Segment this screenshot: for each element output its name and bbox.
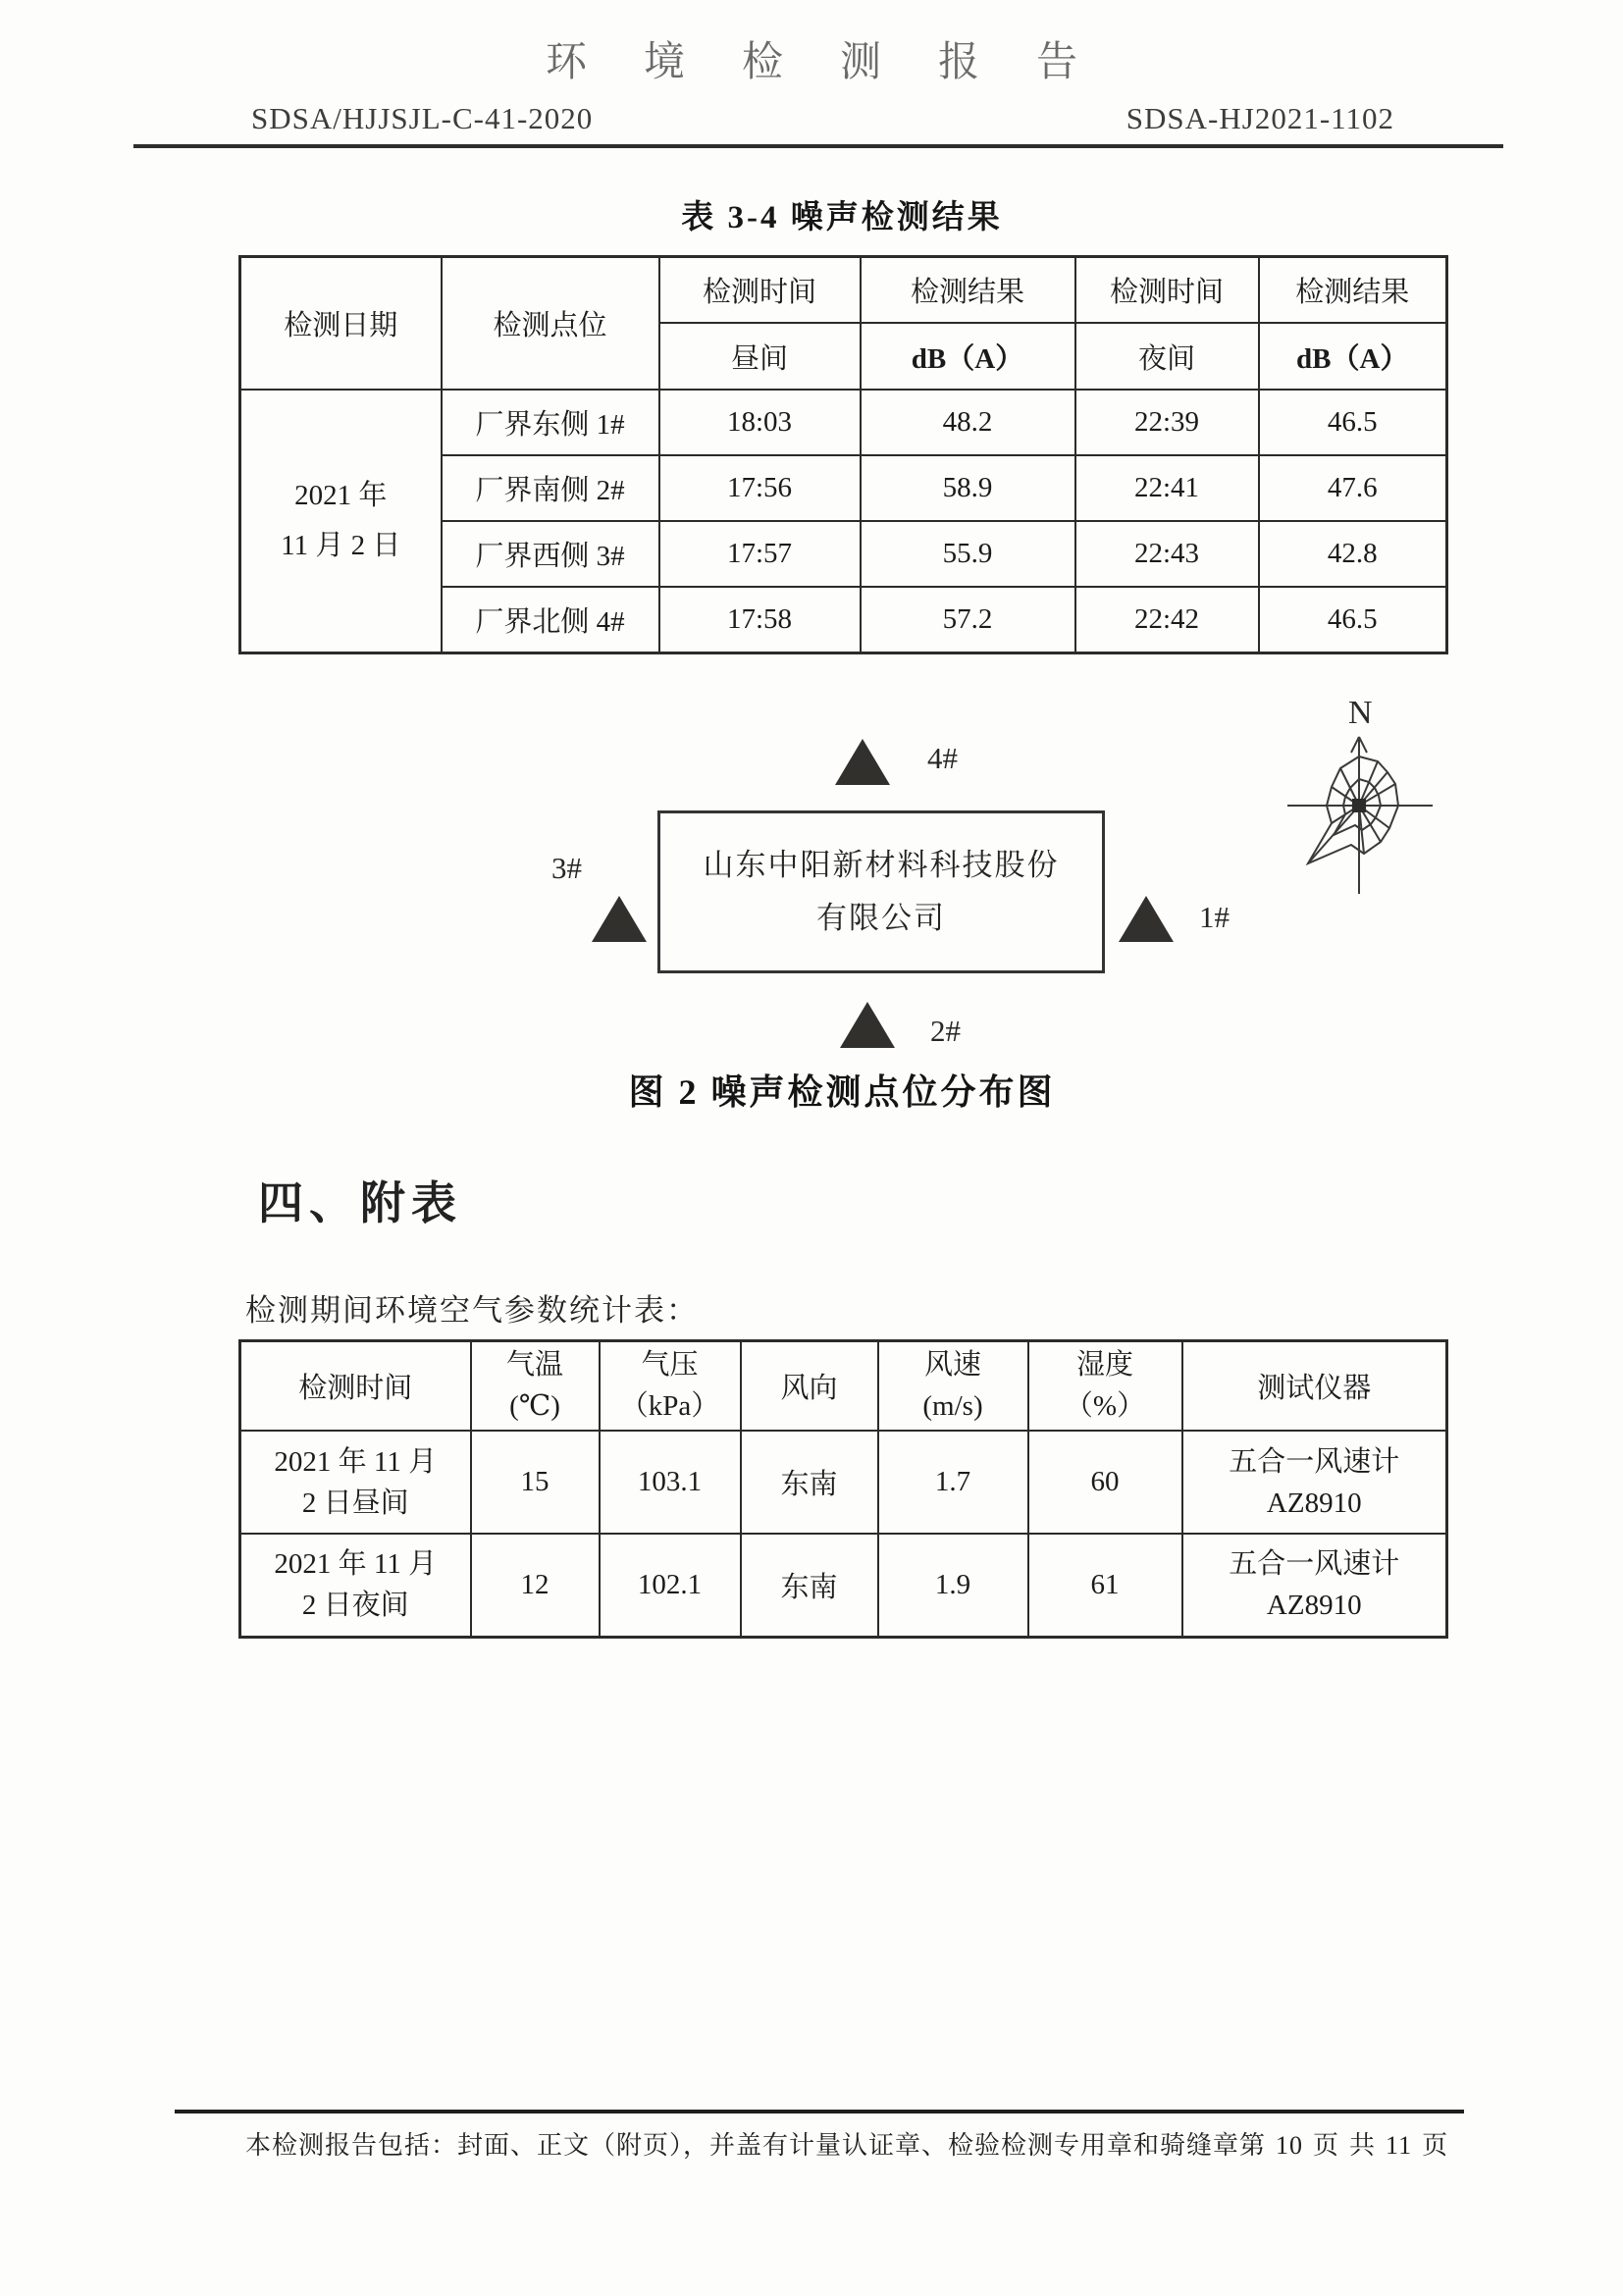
point-cell: 厂界北侧 4#: [442, 587, 659, 652]
night-result-cell: 46.5: [1259, 390, 1447, 455]
col-header-time-day: 检测时间: [659, 256, 861, 323]
monitoring-point-3-marker: [592, 896, 647, 942]
company-name-line1: 山东中阳新材料科技股份: [703, 847, 1060, 882]
header-rule: [133, 144, 1503, 148]
company-name-line2: 有限公司: [816, 900, 946, 935]
col-header-wind-speed: 风速 (m/s): [878, 1340, 1028, 1431]
test-date-cell: [240, 390, 442, 652]
night-result-cell: 46.5: [1259, 587, 1447, 652]
col-header-pressure: 气压 （kPa）: [600, 1340, 741, 1431]
monitoring-point-2-marker: [840, 1002, 895, 1048]
night-time-cell: 22:39: [1075, 390, 1259, 455]
col-subheader-night: 夜间: [1075, 323, 1259, 390]
doc-codes-row: [0, 101, 1623, 136]
footer-page-word: 页: [1313, 2131, 1340, 2160]
night-time-cell: 22:42: [1075, 587, 1259, 652]
footer-text: [245, 2125, 1449, 2162]
col-header-temp: 气温 (℃): [471, 1340, 600, 1431]
noise-point-diagram: [0, 672, 1623, 1065]
day-result-cell: 58.9: [861, 455, 1075, 521]
wind-rose-icon: [1276, 686, 1442, 902]
page-total: 11: [1386, 2131, 1413, 2160]
col-header-date: 检测日期: [240, 256, 442, 390]
doc-code-right: SDSA-HJ2021-1102: [1126, 100, 1394, 135]
table-row: [240, 1431, 1447, 1534]
col-header-time: 检测时间: [240, 1340, 471, 1431]
night-time-cell: 22:43: [1075, 521, 1259, 587]
figure-caption: 图 2 噪声检测点位分布图: [628, 1071, 1056, 1112]
point-4-label: 4#: [927, 740, 958, 775]
page-number: 10: [1276, 2131, 1304, 2160]
day-time-cell: 17:58: [659, 587, 861, 652]
wind-dir-cell: 东南: [741, 1534, 878, 1637]
footer-end-word: 页: [1422, 2131, 1449, 2160]
wind-speed-cell: 1.7: [878, 1431, 1028, 1534]
footer-total-word: 共: [1349, 2131, 1377, 2160]
point-2-label: 2#: [930, 1013, 961, 1048]
page-footer: [0, 2110, 1623, 2162]
col-header-instrument: 测试仪器: [1182, 1340, 1447, 1431]
test-date-line1: 2021 年: [294, 480, 388, 512]
air-table-intro: 检测期间环境空气参数统计表：: [245, 1292, 699, 1328]
footer-rule: [175, 2110, 1464, 2113]
col-header-result-day: 检测结果: [861, 256, 1075, 323]
noise-header-row-1: [240, 256, 1447, 323]
col-header-wind-dir: 风向: [741, 1340, 878, 1431]
test-date-line2: 11 月 2 日: [281, 529, 401, 561]
report-header: [0, 0, 1623, 148]
wind-speed-cell: 1.9: [878, 1534, 1028, 1637]
humidity-cell: 61: [1028, 1534, 1182, 1637]
pressure-cell: 102.1: [600, 1534, 741, 1637]
col-subheader-db-night: dB（A）: [1259, 323, 1447, 390]
col-subheader-db-day: dB（A）: [861, 323, 1075, 390]
night-result-cell: 47.6: [1259, 455, 1447, 521]
instrument-cell: 五合一风速计 AZ8910: [1182, 1534, 1447, 1637]
point-cell: 厂界南侧 2#: [442, 455, 659, 521]
col-header-point: 检测点位: [442, 256, 659, 390]
col-header-humidity: 湿度 （%）: [1028, 1340, 1182, 1431]
point-1-label: 1#: [1199, 899, 1230, 934]
col-subheader-day: 昼间: [659, 323, 861, 390]
day-time-cell: 17:57: [659, 521, 861, 587]
instrument-cell: 五合一风速计 AZ8910: [1182, 1431, 1447, 1534]
night-time-cell: 22:41: [1075, 455, 1259, 521]
noise-table-title: 表 3-4 噪声检测结果: [681, 199, 1003, 235]
night-result-cell: 42.8: [1259, 521, 1447, 587]
air-header-row: [240, 1340, 1447, 1431]
section-heading: 四、附表: [258, 1177, 462, 1228]
temp-cell: 15: [471, 1431, 600, 1534]
monitoring-point-1-marker: [1119, 896, 1174, 942]
col-header-result-night: 检测结果: [1259, 256, 1447, 323]
footer-statement: 本检测报告包括：封面、正文（附页），并盖有计量认证章、检验检测专用章和骑缝章第: [245, 2131, 1267, 2160]
point-3-label: 3#: [551, 850, 582, 885]
day-result-cell: 55.9: [861, 521, 1075, 587]
noise-results-table: [238, 255, 1448, 654]
time-cell: 2021 年 11 月 2 日夜间: [240, 1534, 471, 1637]
doc-code-left: SDSA/HJJSJL-C-41-2020: [251, 100, 594, 135]
report-title: 环境检测报告: [545, 40, 1134, 85]
monitoring-point-4-marker: [835, 739, 890, 785]
humidity-cell: 60: [1028, 1431, 1182, 1534]
temp-cell: 12: [471, 1534, 600, 1637]
day-time-cell: 18:03: [659, 390, 861, 455]
day-time-cell: 17:56: [659, 455, 861, 521]
pressure-cell: 103.1: [600, 1431, 741, 1534]
col-header-time-night: 检测时间: [1075, 256, 1259, 323]
day-result-cell: 57.2: [861, 587, 1075, 652]
day-result-cell: 48.2: [861, 390, 1075, 455]
time-cell: 2021 年 11 月 2 日昼间: [240, 1431, 471, 1534]
north-label: N: [1348, 694, 1373, 731]
factory-boundary-box: [657, 810, 1105, 973]
point-cell: 厂界西侧 3#: [442, 521, 659, 587]
table-row: [240, 1534, 1447, 1637]
point-cell: 厂界东侧 1#: [442, 390, 659, 455]
wind-dir-cell: 东南: [741, 1431, 878, 1534]
air-parameters-table: [238, 1339, 1448, 1639]
table-row: [240, 390, 1447, 455]
